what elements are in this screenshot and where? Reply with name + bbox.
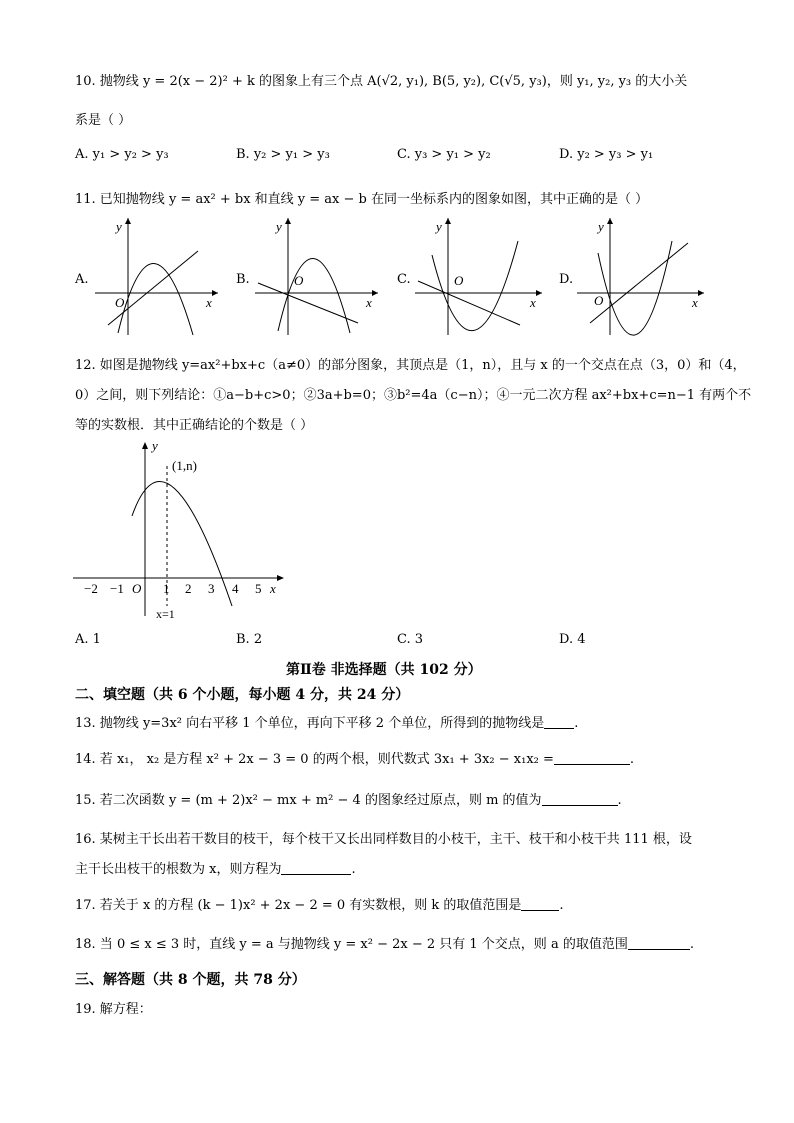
q12-tick-5: 5 [255,581,262,596]
q11-option-d-label: D. [559,272,574,287]
q12-tick-2: 2 [185,581,192,596]
q14-blank [554,750,630,765]
q10-option-a: A. y₁ > y₂ > y₃ [75,147,169,162]
q11-d-origin: O [594,293,604,308]
q11-b-x-label: x [366,295,372,310]
section3-title: 三、解答题（共 8 个题，共 78 分） [75,972,306,988]
q12-tick-neg2: −2 [84,581,98,596]
q11-graph-a [90,213,220,338]
q12-x-label: x [270,581,276,596]
q17-blank [521,896,559,911]
q10-line1: 10. 抛物线 y = 2(x − 2)² + k 的图象上有三个点 A(√2, y₁), B(5, y₂), C(√5, y₃)，则 y₁, y₂, y₃ 的大小关 [75,74,688,89]
q16-line2: 主干长出枝干的根数为 x，则方程为 . [75,862,356,877]
q11-option-a-label: A. [75,272,89,287]
q13: 13. 抛物线 y=3x² 向右平移 1 个单位，再向下平移 2 个单位，所得到的抛物线是 . [75,716,579,731]
q13-text: 13. 抛物线 y=3x² 向右平移 1 个单位，再向下平移 2 个单位，所得到的抛物线是 [75,716,545,731]
q10-option-c: C. y₃ > y₁ > y₂ [397,147,491,162]
section2-title: 二、填空题（共 6 个小题，每小题 4 分，共 24 分） [75,687,410,703]
q16-line1: 16. 某树主干长出若干数目的枝干，每个枝干又长出同样数目的小枝干，主干、枝干和小枝干共 111 根，设 [75,832,692,847]
q12-tick-3: 3 [208,581,215,596]
q15-blank [542,791,618,806]
q11-stem: 11. 已知抛物线 y = ax² + bx 和直线 y = ax − b 在同一坐标系内的图象如图，其中正确的是（ ） [75,192,649,207]
q11-b-origin: O [294,273,304,288]
q10-option-d: D. y₂ > y₃ > y₁ [559,147,654,162]
q12-line1: 12. 如图是抛物线 y=ax²+bx+c（a≠0）的部分图象，其顶点是（1，n），且与 x 的一个交点在点（3，0）和（4， [75,358,746,373]
q17-text: 17. 若关于 x 的方程 (k − 1)x² + 2x − 2 = 0 有实数根，则 k 的取值范围是 [75,898,522,913]
q11-c-y-label: y [436,219,442,234]
q12-origin: O [132,581,142,596]
q12-option-b: B. 2 [236,632,263,647]
part2-title: 第Ⅱ卷 非选择题（共 102 分） [286,662,482,678]
q18-blank [628,935,690,950]
q11-d-x-label: x [692,295,698,310]
q12-line3: 等的实数根．其中正确结论的个数是（ ） [75,418,314,433]
q12-option-d: D. 4 [559,632,586,647]
q11-a-y-label: y [116,219,122,234]
q11-graph-c [410,213,545,338]
q19: 19. 解方程： [75,1002,152,1017]
q12-option-a: A. 1 [75,632,101,647]
q14: 14. 若 x₁， x₂ 是方程 x² + 2x − 3 = 0 的两个根，则代数式 3x₁ + 3x₂ − x₁x₂ = . [75,752,635,767]
q11-c-x-label: x [530,295,536,310]
q15-text: 15. 若二次函数 y = (m + 2)x² − mx + m² − 4 的图象经过原点，则 m 的值为 [75,793,542,808]
q16-text: 主干长出枝干的根数为 x，则方程为 [75,862,282,877]
q12-option-c: C. 3 [397,632,424,647]
q11-option-c-label: C. [397,272,411,287]
q18: 18. 当 0 ≤ x ≤ 3 时，直线 y = a 与抛物线 y = x² − 2x − 2 只有 1 个交点，则 a 的取值范围 . [75,937,694,952]
q12-tick-neg1: −1 [110,581,124,596]
q11-option-b-label: B. [236,272,250,287]
q13-blank [544,714,574,729]
q11-a-origin: O [115,295,125,310]
q12-y-label: y [152,438,158,453]
q10-option-b: B. y₂ > y₁ > y₃ [236,147,330,162]
q11-c-origin: O [454,273,464,288]
q11-b-y-label: y [276,219,282,234]
q12-axis-label: x=1 [156,607,175,621]
q11-d-y-label: y [598,219,604,234]
q14-text: 14. 若 x₁， x₂ 是方程 x² + 2x − 3 = 0 的两个根，则代数式 3x₁ + 3x₂ − x₁x₂ = [75,752,554,767]
q11-graph-b [250,213,380,338]
q10-line2: 系是（ ） [75,113,132,128]
q12-tick-4: 4 [232,581,239,596]
q12-tick-1: 1 [163,581,170,596]
q12-vertex-label: (1,n) [172,458,197,473]
q11-a-x-label: x [206,295,212,310]
q12-graph [70,438,290,623]
q16-blank [281,860,351,875]
q11-graph-d [572,213,707,338]
q18-text: 18. 当 0 ≤ x ≤ 3 时，直线 y = a 与抛物线 y = x² − 2x − 2 只有 1 个交点，则 a 的取值范围 [75,937,628,952]
q17: 17. 若关于 x 的方程 (k − 1)x² + 2x − 2 = 0 有实数根，则 k 的取值范围是 . [75,898,564,913]
q15: 15. 若二次函数 y = (m + 2)x² − mx + m² − 4 的图象经过原点，则 m 的值为 . [75,793,622,808]
q12-line2: 0）之间，则下列结论：①a−b+c>0；②3a+b=0；③b²=4a（c−n）；④一元二次方程 ax²+bx+c=n−1 有两个不 [75,388,752,403]
